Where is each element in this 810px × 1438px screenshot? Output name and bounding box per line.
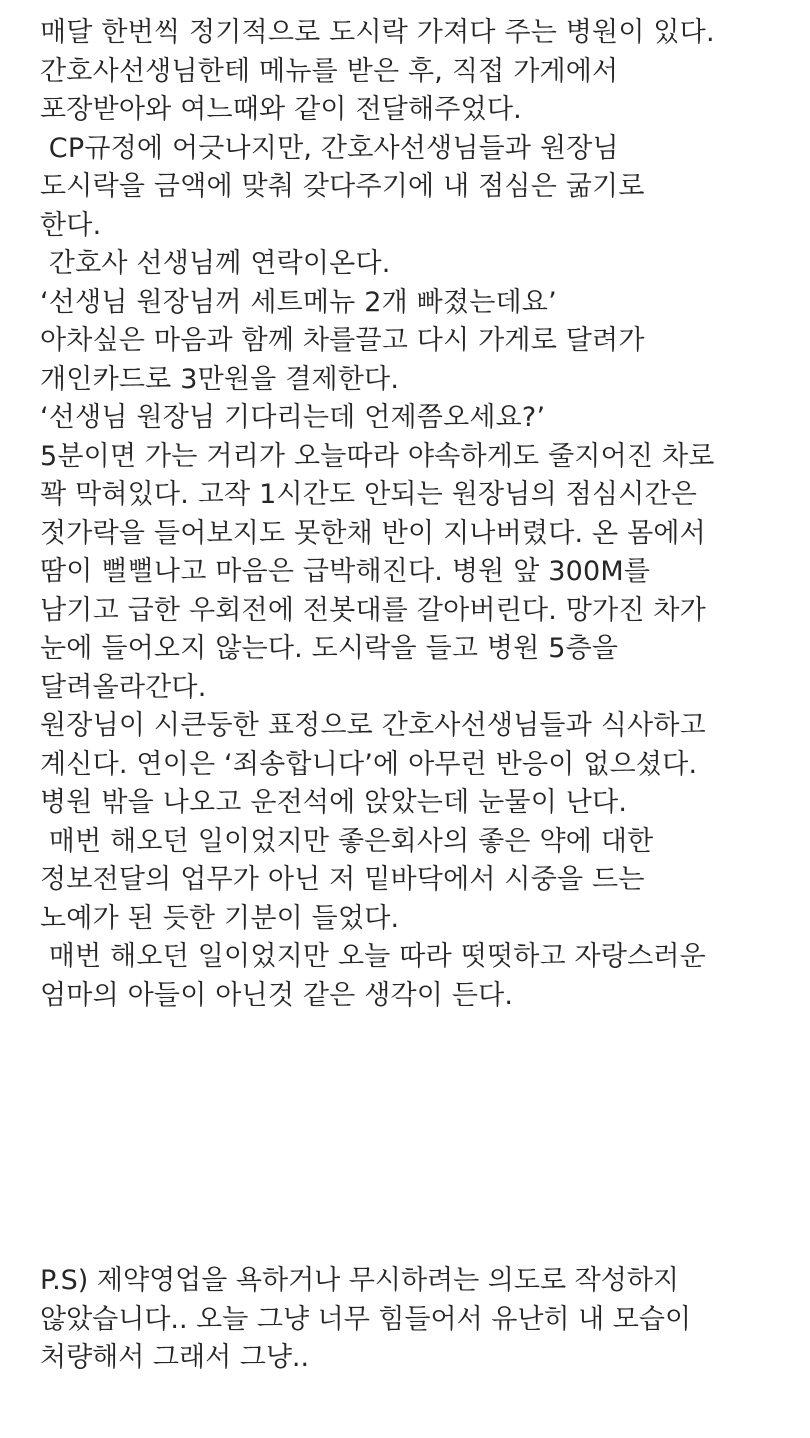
article-line: 도시락을 금액에 맞춰 갖다주기에 내 점심은 굶기로	[40, 171, 645, 202]
article-line: 병원 밖을 나오고 운전석에 앉았는데 눈물이 난다.	[40, 787, 628, 818]
article-body	[40, 14, 800, 1015]
postscript-line: P.S) 제약영업을 욕하거나 무시하려는 의도로 작성하지	[40, 1265, 679, 1296]
article-line: 꽉 막혀있다. 고작 1시간도 안되는 원장님의 점심시간은	[40, 479, 698, 510]
article-line: ‘선생님 원장님 기다리는데 언제쯤오세요?’	[40, 402, 546, 433]
article-line: 정보전달의 업무가 아닌 저 밑바닥에서 시중을 드는	[40, 864, 645, 895]
postscript-line: 않았습니다.. 오늘 그냥 너무 힘들어서 유난히 내 모습이	[40, 1303, 692, 1335]
article-line: 간호사 선생님께 연락이온다.	[40, 248, 391, 279]
article-line: 눈에 들어오지 않는다. 도시락을 들고 병원 5층을	[40, 633, 619, 664]
article-line: 간호사선생님한테 메뉴를 받은 후, 직접 가게에서	[40, 55, 619, 87]
article-line: 달려올라간다.	[40, 671, 207, 703]
article-line: 매번 해오던 일이었지만 좋은회사의 좋은 약에 대한	[40, 825, 654, 857]
article-line: 매달 한번씩 정기적으로 도시락 가져다 주는 병원이 있다.	[40, 17, 715, 48]
article-line: 계신다. 연이은 ‘죄송합니다’에 아무런 반응이 없으셨다.	[40, 748, 698, 780]
article-line: 포장받아와 여느때와 같이 전달해주었다.	[40, 94, 522, 125]
article-line: 땀이 뻘뻘나고 마음은 급박해진다. 병원 앞 300M를	[40, 556, 651, 587]
article-line: 젓가락을 들어보지도 못한채 반이 지나버렸다. 온 몸에서	[40, 517, 706, 549]
article-line: 남기고 급한 우회전에 전봇대를 갈아버린다. 망가진 차가	[40, 594, 706, 626]
article-line: 한다.	[40, 209, 102, 241]
article-line: 5분이면 가는 거리가 오늘따라 야속하게도 줄지어진 차로	[40, 440, 715, 472]
article-line: 아차싶은 마음과 함께 차를끌고 다시 가게로 달려가	[40, 325, 645, 356]
article-line: 노예가 된 듯한 기분이 들었다.	[40, 902, 400, 934]
article-line: 개인카드로 3만원을 결제한다.	[40, 363, 400, 395]
postscript	[40, 1262, 800, 1378]
article-line: 원장님이 시큰둥한 표정으로 간호사선생님들과 식사하고	[40, 710, 706, 741]
article-line: 매번 해오던 일이었지만 오늘 따라 떳떳하고 자랑스러운	[40, 941, 706, 972]
postscript-line: 처량해서 그래서 그냥..	[40, 1342, 310, 1373]
article-line: ‘선생님 원장님꺼 세트메뉴 2개 빠졌는데요’	[40, 286, 557, 318]
article-line: CP규정에 어긋나지만, 간호사선생님들과 원장님	[40, 132, 619, 164]
article-line: 엄마의 아들이 아닌것 같은 생각이 든다.	[40, 979, 514, 1011]
